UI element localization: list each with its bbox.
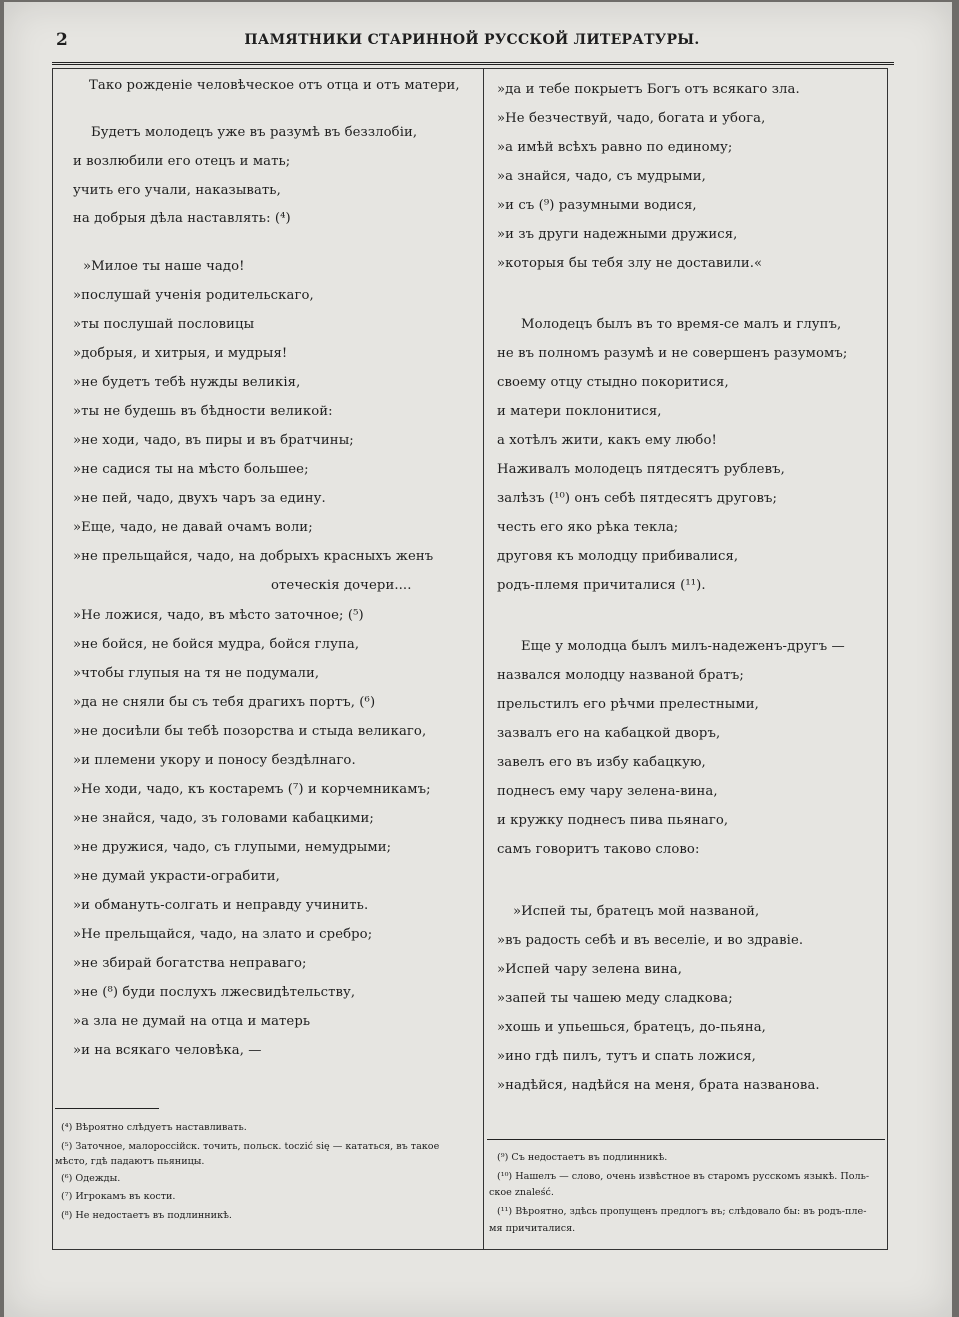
running-title: ПАМЯТНИКИ СТАРИННОЙ РУССКОЙ ЛИТЕРАТУРЫ. (244, 32, 700, 48)
footnote-rule (487, 1139, 885, 1140)
footnote: (⁵) Заточное, малороссійск. точить, польск. toczić się — кататься, въ такое (61, 1141, 440, 1152)
text-line: »не збирай богатства неправаго; (73, 956, 307, 971)
text-line: »добрыя, и хитрыя, и мудрыя! (73, 346, 288, 361)
column-divider (483, 69, 484, 1249)
text-line: »которыя бы тебя злу не доставили.« (497, 256, 763, 271)
text-line: завелъ его въ избу кабацкую, (497, 755, 706, 770)
footnote: (¹⁰) Нашелъ — слово, очень извѣстное въ старомъ русскомъ языкѣ. Поль- (497, 1171, 870, 1182)
text-line: »ты послушай пословицы (73, 317, 255, 332)
text-line: Еще у молодца былъ милъ-надеженъ-другъ — (521, 639, 845, 654)
text-line: учить его учали, наказывать, (73, 183, 281, 198)
text-line: »чтобы глупыя на тя не подумали, (73, 666, 320, 681)
text-line: »не прельщайся, чадо, на добрыхъ красныхъ женъ (73, 549, 434, 564)
text-line: и матери поклонитися, (497, 404, 662, 419)
text-line: »не знайся, чадо, зъ головами кабацкими; (73, 811, 374, 826)
text-line: »ино гдѣ пилъ, тутъ и спать ложися, (497, 1049, 756, 1064)
text-line: »послушай ученія родительскаго, (73, 288, 314, 303)
text-line: »Испей чару зелена вина, (497, 962, 682, 977)
header-rule (52, 62, 894, 65)
text-line: Будетъ молодецъ уже въ разумѣ въ беззлобіи, (91, 125, 418, 140)
text-line: »Не ложися, чадо, въ мѣсто заточное; (⁵) (73, 608, 364, 623)
footnote: (⁸) Не недостаетъ въ подлинникѣ. (61, 1210, 232, 1221)
text-line: »да не сняли бы съ тебя драгихъ портъ, (⁶) (73, 695, 376, 710)
text-line: »Не ходи, чадо, къ костаремъ (⁷) и корчемникамъ; (73, 782, 431, 797)
text-line: »и зъ други надежными дружися, (497, 227, 738, 242)
text-line: »Еще, чадо, не давай очамъ воли; (73, 520, 313, 535)
text-line: »надѣйся, надѣйся на меня, брата названова. (497, 1078, 820, 1093)
text-line: »и съ (⁹) разумными водися, (497, 198, 697, 213)
text-line: залѣзъ (¹⁰) онъ себѣ пятдесятъ друговъ; (497, 491, 778, 506)
text-line: зазвалъ его на кабацкой дворъ, (497, 726, 721, 741)
text-line: »не будетъ тебѣ нужды великія, (73, 375, 301, 390)
footnote: (⁷) Игрокамъ въ кости. (61, 1191, 176, 1202)
text-line: и кружку поднесъ пива пьянаго, (497, 813, 729, 828)
footnote: мя причиталися. (489, 1223, 576, 1234)
text-line: »а знайся, чадо, съ мудрыми, (497, 169, 706, 184)
footnote: (⁹) Съ недостаетъ въ подлинникѣ. (497, 1152, 668, 1163)
footnote-rule (55, 1108, 159, 1109)
footnote: (¹¹) Вѣроятно, здѣсь пропущенъ предлогъ въ; слѣдовало бы: въ родъ-пле- (497, 1206, 867, 1217)
text-line: »въ радость себѣ и въ веселіе, и во здравіе. (497, 933, 804, 948)
text-line: прельстилъ его рѣчми прелестными, (497, 697, 759, 712)
book-page (4, 2, 952, 1317)
page-header (52, 26, 892, 56)
text-line: честь его яко рѣка текла; (497, 520, 679, 535)
text-line: »а имѣй всѣхъ равно по единому; (497, 140, 733, 155)
footnote: ское znaleść. (489, 1187, 554, 1198)
text-line: и возлюбили его отецъ и мать; (73, 154, 291, 169)
text-line: »не пей, чадо, двухъ чаръ за едину. (73, 491, 326, 506)
text-line: »не думай украсти-ограбити, (73, 869, 280, 884)
text-line: »и обмануть-солгать и неправду учинить. (73, 898, 369, 913)
footnote: (⁶) Одежды. (61, 1173, 121, 1184)
text-line: поднесъ ему чару зелена-вина, (497, 784, 718, 799)
text-line: на добрыя дѣла наставлять: (⁴) (73, 211, 291, 226)
text-line: »и на всякаго человѣка, — (73, 1043, 262, 1058)
text-line: »запей ты чашею меду сладкова; (497, 991, 733, 1006)
text-line: назвался молодцу названой братъ; (497, 668, 744, 683)
text-line: своему отцу стыдно покоритися, (497, 375, 729, 390)
text-line: »не бойся, не бойся мудра, бойся глупа, (73, 637, 360, 652)
text-line: »не ходи, чадо, въ пиры и въ братчины; (73, 433, 354, 448)
text-line: »а зла не думай на отца и матерь (73, 1014, 311, 1029)
text-line: »не дружися, чадо, съ глупыми, немудрыми; (73, 840, 392, 855)
text-line: »Не прельщайся, чадо, на злато и сребро; (73, 927, 373, 942)
text-line: »не (⁸) буди послухъ лжесвидѣтельству, (73, 985, 356, 1000)
text-line: Наживалъ молодецъ пятдесятъ рублевъ, (497, 462, 785, 477)
text-frame (52, 68, 888, 1250)
text-line: Молодецъ былъ въ то время-се малъ и глупъ, (521, 317, 842, 332)
text-line: самъ говоритъ таково слово: (497, 842, 700, 857)
text-line: »Милое ты наше чадо! (83, 259, 245, 274)
text-line: родъ-племя причиталися (¹¹). (497, 578, 706, 593)
text-line: а хотѣлъ жити, какъ ему любо! (497, 433, 717, 448)
text-line: »хошь и упьешься, братецъ, до-пьяна, (497, 1020, 766, 1035)
footnote: (⁴) Вѣроятно слѣдуетъ наставливать. (61, 1122, 247, 1133)
text-line: »Не безчествуй, чадо, богата и убога, (497, 111, 766, 126)
footnote: мѣсто, гдѣ падаютъ пьяницы. (55, 1156, 205, 1167)
text-line: »не досиѣли бы тебѣ позорства и стыда великаго, (73, 724, 427, 739)
text-line: не въ полномъ разумѣ и не совершенъ разумомъ; (497, 346, 848, 361)
text-line: »не садися ты на мѣсто большее; (73, 462, 309, 477)
text-line: отеческія дочери.... (271, 578, 412, 593)
text-line: »Испей ты, братецъ мой названой, (513, 904, 760, 919)
text-line: друговя къ молодцу прибивалися, (497, 549, 739, 564)
text-line: »ты не будешь въ бѣдности великой: (73, 404, 333, 419)
text-line: Тако рожденіе человѣческое отъ отца и отъ матери, (89, 78, 460, 93)
text-line: »и племени укору и поносу бездѣлнаго. (73, 753, 356, 768)
text-line: »да и тебе покрыетъ Богъ отъ всякаго зла. (497, 82, 800, 97)
page-number: 2 (56, 30, 68, 50)
